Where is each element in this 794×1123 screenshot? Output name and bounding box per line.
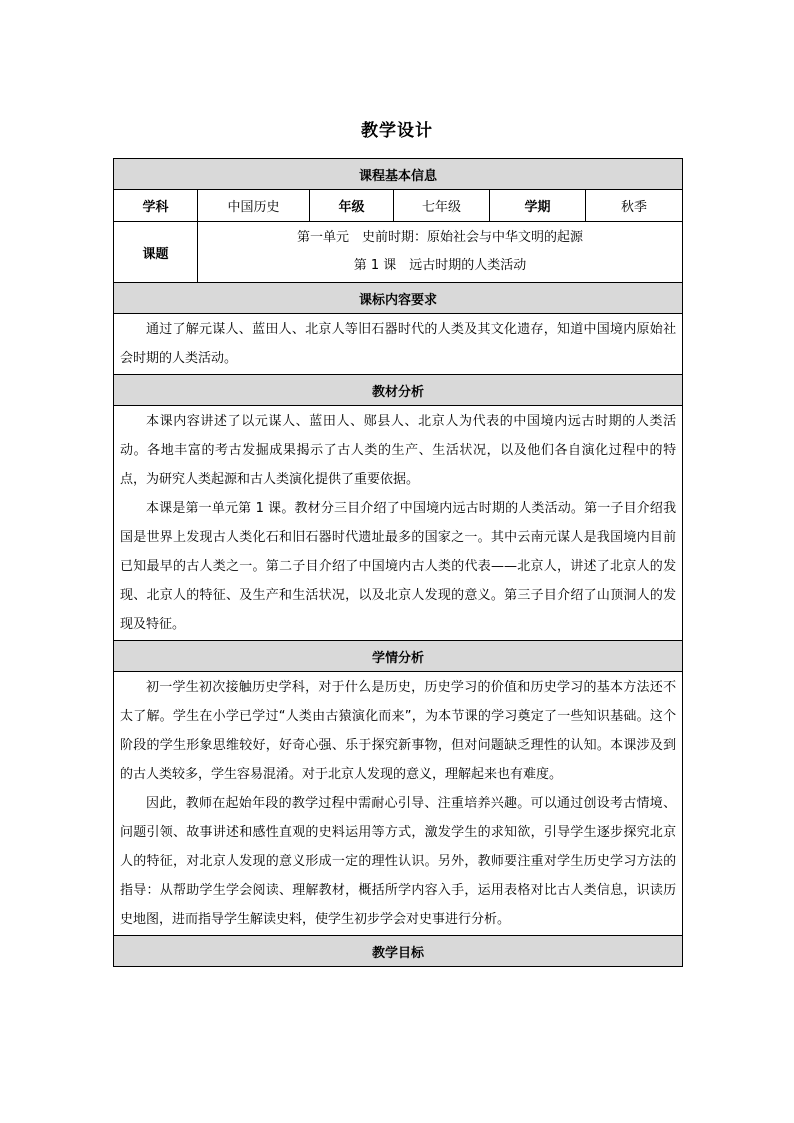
subject-value: 中国历史	[198, 190, 310, 222]
lesson-plan-table	[113, 158, 683, 967]
curriculum-header: 课标内容要求	[114, 283, 683, 314]
textbook-paragraph: 本课是第一单元第 1 课。教材分三目介绍了中国境内远古时期的人类活动。第一子目介绍我国是世界上发现古人类化石和旧石器时代遗址最多的国家之一。其中云南元谋人是我国境内目前已知最早的古人类之一。第二子目介绍了中国境内古人类的代表——北京人，讲述了北京人的发现、北京人的特征、及生产和生活状况，以及北京人发现的意义。第三子目介绍了山顶洞人的发现及特征。	[120, 501, 677, 632]
topic-label: 课题	[114, 222, 198, 283]
students-header: 学情分析	[114, 641, 683, 672]
topic-cell	[198, 222, 683, 283]
topic-lesson: 第 1 课 远古时期的人类活动	[353, 258, 527, 273]
page-title: 教学设计	[361, 121, 433, 141]
textbook-header: 教材分析	[114, 375, 683, 406]
students-body	[114, 672, 683, 936]
students-paragraph: 因此，教师在起始年段的教学过程中需耐心引导、注重培养兴趣。可以通过创设考古情境、问题引领、故事讲述和感性直观的史料运用等方式，激发学生的求知欲，引导学生逐步探究北京人的特征，对北京人发现的意义形成一定的理性认识。另外，教师要注重对学生历史学习方法的指导：从帮助学生学会阅读、理解教材，概括所学内容入手，运用表格对比古人类信息，识读历史地图，进而指导学生解读史料，使学生初步学会对史事进行分析。	[120, 796, 677, 927]
curriculum-body	[114, 314, 683, 375]
basic-info-header: 课程基本信息	[114, 159, 683, 190]
curriculum-paragraph: 通过了解元谋人、蓝田人、北京人等旧石器时代的人类及其文化遗存，知道中国境内原始社会时期的人类活动。	[120, 322, 677, 366]
subject-label: 学科	[114, 190, 198, 222]
students-paragraph: 初一学生初次接触历史学科，对于什么是历史，历史学习的价值和历史学习的基本方法还不太了解。学生在小学已学过“人类由古猿演化而来”，为本节课的学习奠定了一些知识基础。这个阶段的学生形象思维较好，好奇心强、乐于探究新事物，但对问题缺乏理性的认知。本课涉及到的古人类较多，学生容易混淆。对于北京人发现的意义，理解起来也有难度。	[120, 680, 677, 782]
topic-unit: 第一单元 史前时期：原始社会与中华文明的起源	[297, 230, 584, 245]
textbook-body	[114, 406, 683, 641]
grade-value: 七年级	[394, 190, 490, 222]
term-label: 学期	[490, 190, 586, 222]
term-value: 秋季	[586, 190, 683, 222]
objectives-header: 教学目标	[114, 936, 683, 967]
grade-label: 年级	[310, 190, 394, 222]
textbook-paragraph: 本课内容讲述了以元谋人、蓝田人、郧县人、北京人为代表的中国境内远古时期的人类活动。各地丰富的考古发掘成果揭示了古人类的生产、生活状况，以及他们各自演化过程中的特点，为研究人类起源和古人类演化提供了重要依据。	[120, 414, 677, 487]
